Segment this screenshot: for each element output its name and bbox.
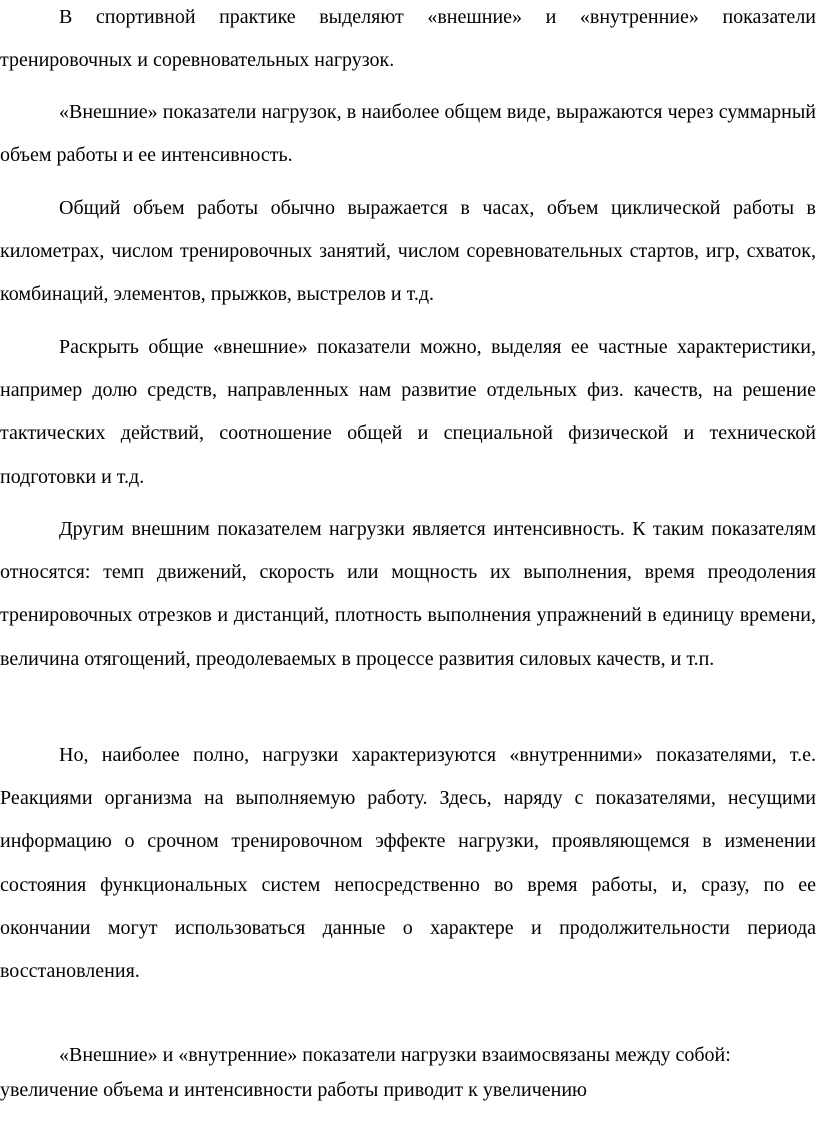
paragraph-6: Но, наиболее полно, нагрузки характеризуются «внутренними» показателями, т.е. Реакциями организма на выполняемую работу. Здесь, наряду с показателями, несущими информацию о срочном тренировочном эффекте нагрузки, проявляющемся в изменении состояния функциональных систем непосредственно во время работы, и, сразу, по ее окончании могут использоваться данные о характере и продолжительности периода восстановления.	[0, 744, 816, 983]
paragraph-5: Другим внешним показателем нагрузки является интенсивность. К таким показателям относятся: темп движений, скорость или мощность их выполнения, время преодоления тренировочных отрезков и дистанций, плотность выполнения упражнений в единицу времени, величина отягощений, преодолеваемых в процессе развития силовых качеств, и т.п.	[0, 518, 816, 670]
paragraph-3: Общий объем работы обычно выражается в часах, объем циклической работы в километрах, числом тренировочных занятий, числом соревновательных стартов, игр, схваток, комбинаций, элементов, прыжков, выстрелов и т.д.	[0, 197, 816, 306]
paragraph-2: «Внешние» показатели нагрузок, в наиболее общем виде, выражаются через суммарный объем работы и ее интенсивность.	[0, 101, 816, 167]
paragraph-1: В спортивной практике выделяют «внешние» и «внутренние» показатели тренировочных и соревновательных нагрузок.	[0, 6, 816, 72]
paragraph-7: «Внешние» и «внутренние» показатели нагрузки взаимосвязаны между собой: увеличение объема и интенсивности работы приводит к увеличению	[0, 1044, 731, 1101]
paragraph-4: Раскрыть общие «внешние» показатели можно, выделяя ее частные характеристики, например долю средств, направленных нам развитие отдельных физ. качеств, на решение тактических действий, соотношение общей и специальной физической и технической подготовки и т.д.	[0, 336, 816, 488]
